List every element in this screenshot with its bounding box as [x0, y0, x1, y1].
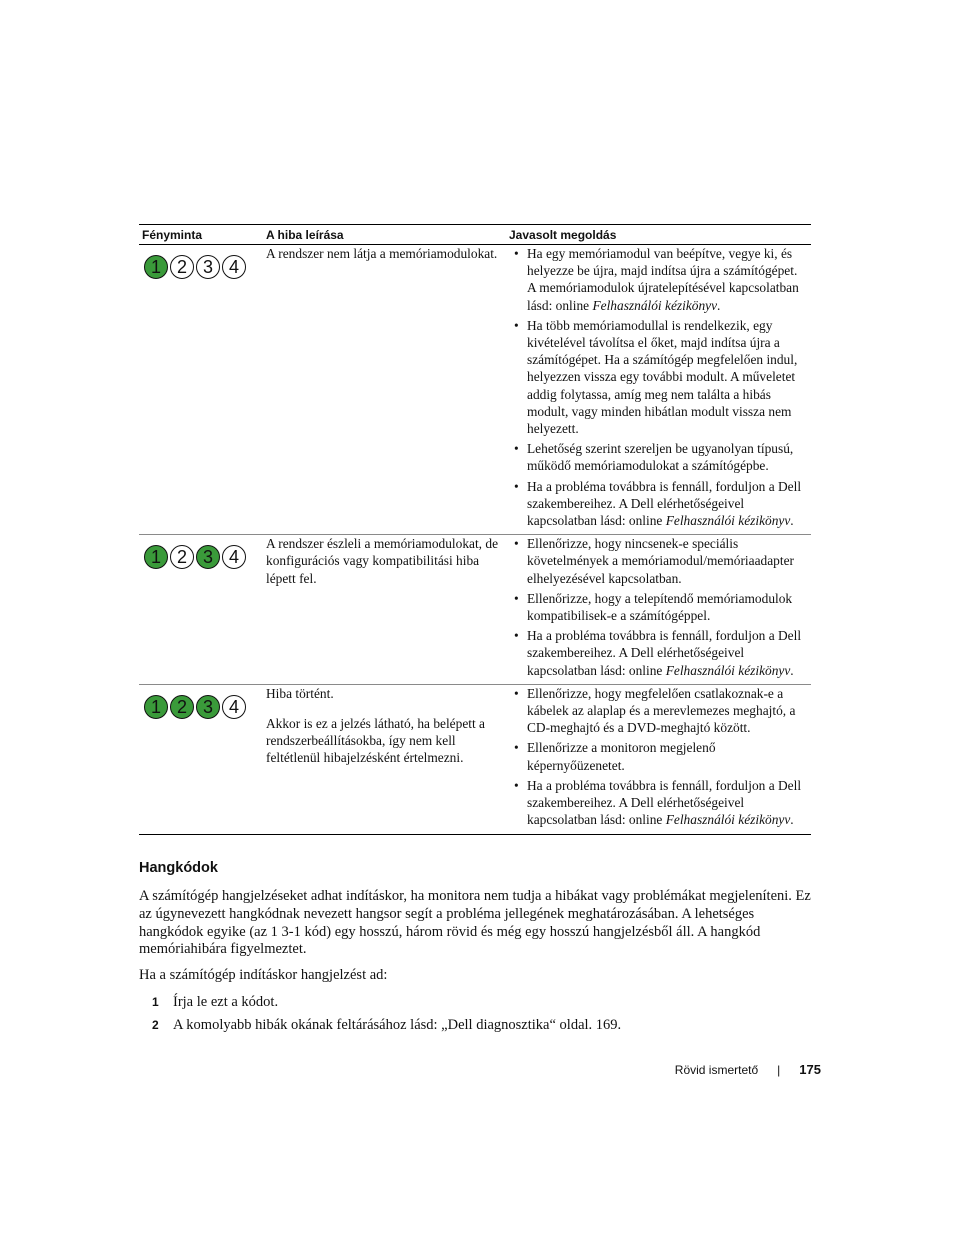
solution-tail: . [790, 812, 794, 828]
manual-reference: Felhasználói kézikönyv [665, 513, 791, 529]
table-row [139, 685, 811, 834]
solution-text: Lehetőség szerint szereljen be ugyanolyan típusú, működő memóriamodulokat a számítógépbe. [527, 441, 794, 474]
solution-list [509, 535, 811, 684]
solution-item [509, 535, 811, 587]
diagnostic-lights [142, 245, 265, 279]
table-header [139, 225, 811, 244]
solution-item [509, 739, 811, 773]
diagnostic-light-3-on: 3 [196, 695, 220, 719]
solution-cell [509, 685, 811, 834]
page-footer [675, 1062, 821, 1077]
solution-text: Ha a probléma továbbra is fennáll, forduljon a Dell szakembereihez. A Dell elérhetőségeivel kapcsolatban lásd: online [527, 478, 802, 529]
beep-codes-section [139, 860, 813, 1039]
diagnostic-light-4-off: 4 [222, 545, 246, 569]
step-item [139, 1016, 813, 1034]
solution-item [509, 478, 811, 530]
section-title: Hangkódok [139, 860, 218, 876]
step-number: 1 [152, 994, 159, 1009]
solution-tail: . [790, 513, 794, 529]
manual-reference: Felhasználói kézikönyv [665, 812, 791, 828]
error-description-text: A rendszer nem látja a memóriamodulokat. [266, 246, 498, 261]
table-row [139, 245, 811, 534]
section-paragraph: A számítógép hangjelzéseket adhat indításkor, ha monitora nem tudja a hibákat vagy problémákat megjeleníteni. Ez az úgynevezett hangkódnak nevezett hangsor segít a probléma jellegének meghatározásában. A lehetséges hangkódok egyike (az 1 3-1 kód) egy hosszú, három rövid és még egy hosszú hangjelzésből áll. A hangkód memóriahibára figyelmeztet. [139, 888, 811, 958]
diagnostic-light-3-off: 3 [196, 255, 220, 279]
error-description-text: Hiba történt. [266, 685, 334, 701]
diagnostic-lights-table [139, 224, 811, 835]
step-text: Írja le ezt a kódot. [173, 993, 279, 1010]
diagnostic-light-4-off: 4 [222, 255, 246, 279]
solution-tail: . [790, 662, 794, 678]
solution-item [509, 440, 811, 474]
solution-text: Ha több memóriamodullal is rendelkezik, egy kivételével távolítsa el őket, majd indítsa újra a számítógépet. Ha a számítógép megfelelően indul, helyezzen vissza egy további modult. A műveletet addig folytassa, amíg meg nem találta a hibás modult, vagy minden hibátlan modult vissza nem helyezett. [527, 317, 798, 437]
header-error-description: A hiba leírása [266, 227, 344, 242]
footer-section-name: Rövid ismertető [674, 1062, 759, 1077]
error-description-text: A rendszer észleli a memóriamodulokat, de konfigurációs vagy kompatibilitási hiba lépett fel. [266, 536, 499, 586]
error-description-cell [265, 245, 509, 534]
solution-item [509, 245, 811, 314]
diagnostic-light-2-on: 2 [170, 695, 194, 719]
diagnostic-light-3-on: 3 [196, 545, 220, 569]
solution-list [509, 685, 811, 834]
diagnostic-light-4-off: 4 [222, 695, 246, 719]
diagnostic-light-2-off: 2 [170, 255, 194, 279]
solution-item [509, 685, 811, 737]
error-description-cell [265, 535, 509, 684]
solution-tail: . [717, 297, 721, 313]
solution-item [509, 627, 811, 679]
diagnostic-light-1-on: 1 [144, 255, 168, 279]
table-row [139, 535, 811, 684]
header-suggested-solution: Javasolt megoldás [509, 227, 617, 242]
row-divider [139, 834, 811, 835]
solution-text: Ha a probléma továbbra is fennáll, forduljon a Dell szakembereihez. A Dell elérhetőségeivel kapcsolatban lásd: online [527, 628, 802, 678]
solution-text: Ellenőrizze a monitoron megjelenő képernyőüzenetet. [527, 740, 716, 773]
solution-item [509, 777, 811, 829]
light-pattern-cell [139, 535, 265, 684]
solution-text: Ellenőrizze, hogy a telepítendő memóriamodulok kompatibilisek-e a számítógéppel. [527, 590, 793, 624]
footer-separator: | [777, 1062, 781, 1077]
step-number: 2 [152, 1017, 159, 1032]
manual-reference: Felhasználói kézikönyv [592, 297, 718, 313]
table-body [139, 245, 811, 835]
solution-text: Ellenőrizze, hogy nincsenek-e speciális követelmények a memóriamodul/memóriaadapter elhelyezésével kapcsolatban. [527, 536, 794, 586]
header-light-pattern: Fényminta [142, 227, 203, 242]
solution-text: Ha egy memóriamodul van beépítve, vegye ki, és helyezze be újra, majd indítsa újra a számítógépet. A memóriamodulok újratelepítésével kapcsolatban lásd: online [527, 246, 799, 313]
step-text: A komolyabb hibák okának feltárásához lásd: „Dell diagnosztika“ oldal. 169. [173, 1016, 622, 1033]
solution-item [509, 317, 811, 437]
diagnostic-light-2-off: 2 [170, 545, 194, 569]
error-description-cell [265, 685, 509, 834]
solution-text: Ha a probléma továbbra is fennáll, forduljon a Dell szakembereihez. A Dell elérhetőségeivel kapcsolatban lásd: online [527, 777, 802, 828]
step-item [139, 993, 813, 1011]
page-number: 175 [799, 1062, 821, 1077]
solution-item [509, 590, 811, 624]
error-description-text: Akkor is ez a jelzés látható, ha belépett a rendszerbeállításokba, így nem kell feltétlenül hibajelzésként értelmezni. [266, 716, 485, 766]
light-pattern-cell [139, 685, 265, 834]
solution-cell [509, 245, 811, 534]
steps-list [139, 993, 813, 1034]
manual-reference: Felhasználói kézikönyv [665, 662, 791, 678]
solution-cell [509, 535, 811, 684]
diagnostic-light-1-on: 1 [144, 545, 168, 569]
diagnostic-lights [142, 685, 265, 719]
diagnostic-light-1-on: 1 [144, 695, 168, 719]
diagnostic-lights [142, 535, 265, 569]
section-paragraph: Ha a számítógép indításkor hangjelzést ad: [139, 967, 388, 984]
solution-list [509, 245, 811, 534]
solution-text: Ellenőrizze, hogy megfelelően csatlakoznak-e a kábelek az alaplap és a merevlemezes meghajtó, a CD-meghajtó és a DVD-meghajtó között. [527, 685, 796, 736]
light-pattern-cell [139, 245, 265, 534]
